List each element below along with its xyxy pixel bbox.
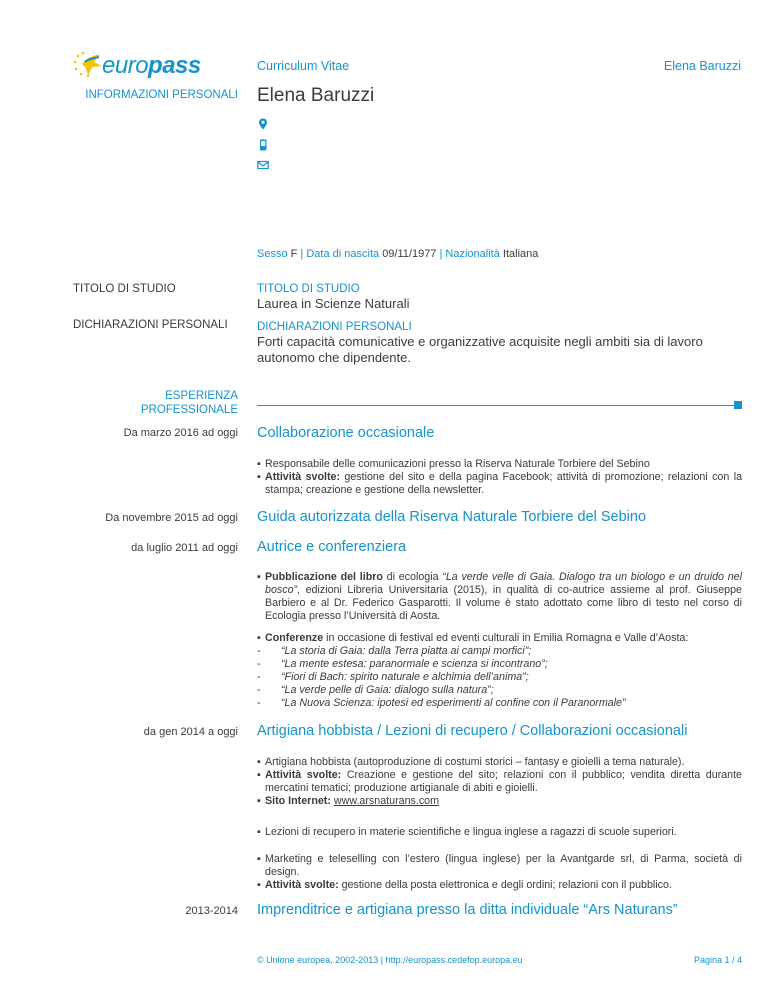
footer-page-number: Pagina 1 / 4: [693, 955, 742, 965]
job-date: da gen 2014 a oggi: [143, 726, 238, 738]
declarations-value: [257, 334, 737, 366]
job-title: Artigiana hobbista / Lezioni di recupero / Collaborazioni occasionali: [257, 723, 688, 739]
document-title: Curriculum Vitae: [257, 59, 350, 73]
list-item: ▪ Attività svolte: Creazione e gestione del sito; relazioni con il pubblico; vendita diretta durante mercatini tematici; produzione artigianale di abiti e gioielli.: [257, 769, 742, 794]
job-title: Collaborazione occasionale: [257, 425, 435, 441]
nationality-value: Italiana: [502, 248, 539, 260]
job-details: [257, 756, 742, 808]
talk-item: - “La verde pelle di Gaia: dialogo sulla natura”;: [257, 684, 494, 696]
talk-item: - “Fiori di Bach: spirito naturale e alchimia dell’anima”;: [257, 671, 529, 683]
europass-logo-icon: [72, 50, 106, 80]
experience-heading-line: PROFESSIONALE: [140, 404, 238, 416]
list-item: ▪ Artigiana hobbista (autoproduzione di costumi storici – fantasy e gioielli a tema naturale).: [257, 756, 685, 768]
person-name: Elena Baruzzi: [257, 85, 375, 106]
study-label: TITOLO DI STUDIO: [257, 283, 360, 295]
study-left-heading: TITOLO DI STUDIO: [73, 283, 176, 295]
experience-heading: [58, 389, 238, 417]
header-person-name: Elena Baruzzi: [663, 59, 741, 73]
list-item: ▪ Sito Internet: www.arsnaturans.com: [257, 795, 440, 807]
meta-separator: |: [297, 248, 307, 260]
talk-item: - “La storia di Gaia: dalla Terra piatta ai campi morfici”;: [257, 645, 532, 657]
talk-item: - “La mente estesa: paranormale e scienza si incontrano”;: [257, 658, 548, 670]
personal-info-heading: INFORMAZIONI PERSONALI: [85, 89, 238, 101]
job-title: Imprenditrice e artigiana presso la ditta individuale “Ars Naturans”: [257, 902, 678, 918]
list-item: ▪ Marketing e teleselling con l’estero (lingua inglese) per la Avantgarde srl, di Parma, società di design.: [257, 853, 742, 878]
job-details: [257, 458, 742, 497]
email-icon: [257, 159, 269, 171]
declarations-line: autonomo che dipendente.: [257, 350, 411, 365]
section-divider-marker: [734, 401, 742, 409]
nationality-label: Nazionalità: [445, 248, 500, 260]
list-item: ▪ Attività svolte: gestione del sito e della pagina Facebook; attività di promozione; relazioni con la stampa; creazione e gestione della newsletter.: [257, 471, 743, 496]
logo-text-pass: pass: [148, 52, 201, 79]
declarations-line: Forti capacità comunicative e organizzative acquisite negli ambiti sia di lavoro: [257, 334, 703, 349]
experience-heading-line: ESPERIENZA: [165, 390, 238, 402]
job-date: Da novembre 2015 ad oggi: [105, 512, 238, 524]
meta-separator: |: [436, 248, 446, 260]
logo-text-euro: euro: [102, 52, 149, 79]
job-details: [257, 826, 742, 839]
dob-label: Data di nascita: [306, 248, 380, 260]
declarations-label: DICHIARAZIONI PERSONALI: [257, 321, 412, 333]
sex-label: Sesso: [257, 248, 288, 260]
location-pin-icon: [257, 118, 269, 130]
job-date: da luglio 2011 ad oggi: [131, 542, 238, 554]
study-value: Laurea in Scienze Naturali: [257, 296, 410, 311]
website-link[interactable]: www.arsnaturans.com: [333, 795, 440, 807]
europass-logo: [72, 50, 201, 86]
talk-item: - “La Nuova Scienza: ipotesi ed esperimenti al confine con il Paranormale”: [257, 697, 626, 709]
job-title: Guida autorizzata della Riserva Naturale Torbiere del Sebino: [257, 509, 647, 525]
job-details: [257, 632, 742, 710]
list-item: ▪ Attività svolte: gestione della posta elettronica e degli ordini; relazioni con il pubblico.: [257, 879, 672, 891]
list-item: ▪ Conferenze in occasione di festival ed eventi culturali in Emilia Romagna e Valle d’Aosta:: [257, 632, 689, 644]
sex-value: F: [290, 248, 298, 260]
list-item: ▪ Responsabile delle comunicazioni presso la Riserva Naturale Torbiere del Sebino: [257, 458, 650, 470]
section-divider: [257, 405, 735, 406]
personal-meta: [257, 248, 538, 260]
job-details: [257, 571, 742, 623]
mobile-phone-icon: [257, 139, 269, 151]
list-item: ▪ Pubblicazione del libro di ecologia “La verde velle di Gaia. Dialogo tra un biologo e un druido nel bosco”, edizioni Libreria Universitaria (2015), in qualità di co-autrice assieme al prof. Giuseppe Barbiero e al Dr. Federico Gasparotti. Il volume è stato adottato come libro di testo nel corso di Ecologia presso l’Università di Aosta.: [257, 571, 742, 622]
dob-value: 09/11/1977: [382, 248, 437, 260]
list-item: ▪ Lezioni di recupero in materie scientifiche e lingua inglese a ragazzi di scuole superiori.: [257, 826, 677, 838]
declarations-left-heading: DICHIARAZIONI PERSONALI: [73, 319, 228, 331]
footer-copyright: © Unione europea, 2002-2013 | http://europass.cedefop.europa.eu: [257, 955, 523, 965]
job-date: Da marzo 2016 ad oggi: [123, 427, 238, 439]
job-date: 2013-2014: [185, 905, 238, 917]
job-title: Autrice e conferenziera: [257, 539, 407, 555]
job-details: [257, 853, 742, 892]
